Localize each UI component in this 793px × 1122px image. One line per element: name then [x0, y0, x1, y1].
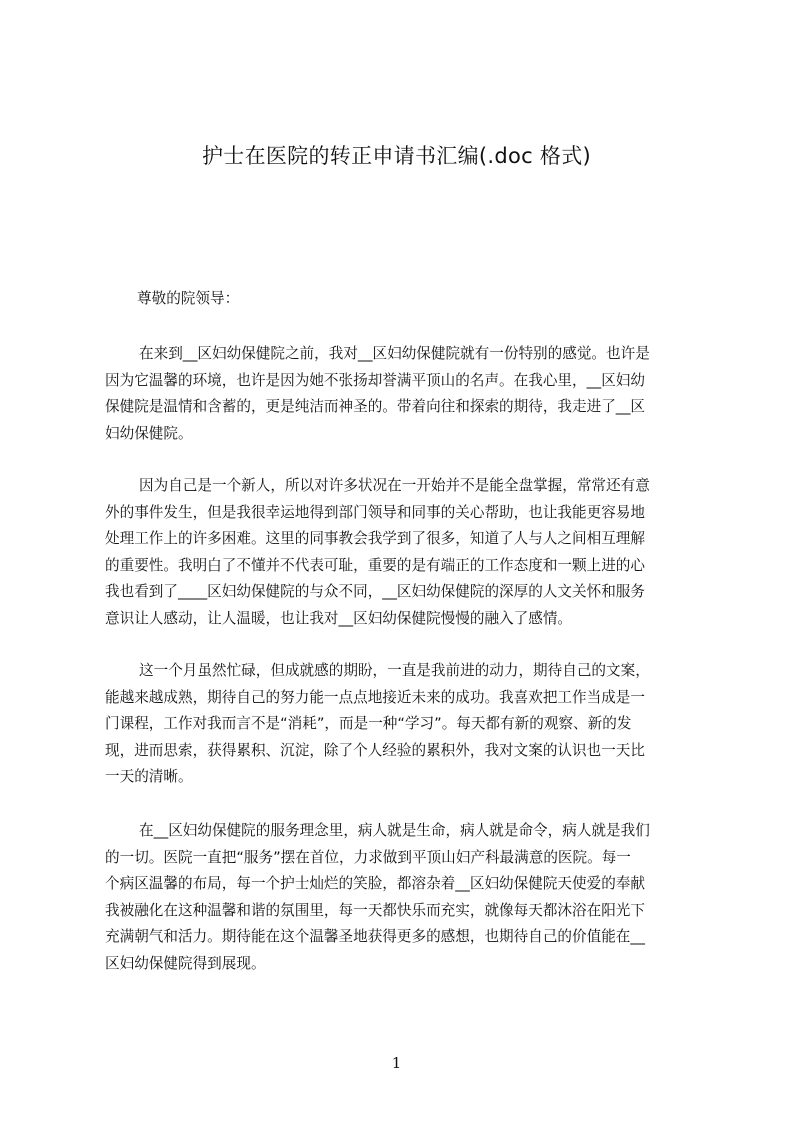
- paragraph-line: 意识让人感动，让人温暖，也让我对__区妇幼保健院慢慢的融入了感情。: [105, 609, 573, 627]
- paragraph-line: 这一个月虽然忙碌，但成就感的期盼，一直是我前进的动力，期待自己的文案，: [139, 662, 650, 679]
- paragraph-1: [105, 341, 702, 447]
- paragraph-2: [105, 473, 702, 632]
- paragraph-line: 保健院是温情和含蓄的，更是纯洁而神圣的。带着向往和探索的期待，我走进了__区: [105, 398, 645, 415]
- paragraph-line: 因为自己是一个新人，所以对许多状况在一开始并不是能全盘掌握，常常还有意: [139, 477, 650, 494]
- paragraph-line: 充满朝气和活力。期待能在这个温馨圣地获得更多的感想，也期待自己的价值能在__: [105, 928, 645, 945]
- paragraph-line: 在来到__区妇幼保健院之前，我对__区妇幼保健院就有一份特别的感觉。也许是: [139, 345, 650, 362]
- paragraph-4: [105, 818, 702, 977]
- salutation: 尊敬的院领导：: [137, 290, 240, 307]
- paragraph-line: 在__区妇幼保健院的服务理念里，病人就是生命，病人就是命令，病人就是我们: [139, 822, 650, 839]
- paragraph-line: 能越来越成熟，期待自己的努力能一点点地接近未来的成功。我喜欢把工作当成是一: [105, 688, 645, 706]
- paragraph-line: 区妇幼保健院得到展现。: [105, 954, 266, 972]
- paragraph-line: 的重要性。我明白了不懂并不代表可耻，重要的是有端正的工作态度和一颗上进的心: [105, 556, 645, 574]
- paragraph-line: 我也看到了____区妇幼保健院的与众不同，__区妇幼保健院的深厚的人文关怀和服务: [105, 583, 645, 600]
- paragraph-line: 外的事件发生，但是我很幸运地得到部门领导和同事的关心帮助，也让我能更容易地: [105, 503, 645, 521]
- document-title: 护士在医院的转正申请书汇编(.doc 格式): [201, 144, 592, 168]
- paragraph-line: 门课程，工作对我而言不是“消耗”，而是一种“学习”。每天都有新的观察、新的发: [105, 715, 632, 732]
- paragraph-line: 个病区温馨的布局，每一个护士灿烂的笑脸，都溶杂着__区妇幼保健院天使爱的奉献: [105, 875, 645, 892]
- paragraph-line: 一天的清晰。: [105, 768, 193, 785]
- paragraph-3: [105, 658, 702, 791]
- paragraph-line: 因为它温馨的环境，也许是因为她不张扬却誉满平顶山的名声。在我心里，__区妇幼: [105, 371, 645, 389]
- paragraph-line: 的一切。医院一直把“服务”摆在首位，力求做到平顶山妇产科最满意的医院。每一: [105, 848, 631, 866]
- page-number: 1: [391, 1054, 402, 1072]
- paragraph-line: 妇幼保健院。: [105, 424, 193, 442]
- paragraph-line: 我被融化在这种温馨和谐的氛围里，每一天都快乐而充实，就像每天都沐浴在阳光下: [105, 901, 645, 919]
- paragraph-line: 处理工作上的许多困难。这里的同事教会我学到了很多，知道了人与人之间相互理解: [105, 530, 645, 547]
- paragraph-line: 现，进而思索，获得累积、沉淀，除了个人经验的累积外，我对文案的认识也一天比: [105, 741, 645, 759]
